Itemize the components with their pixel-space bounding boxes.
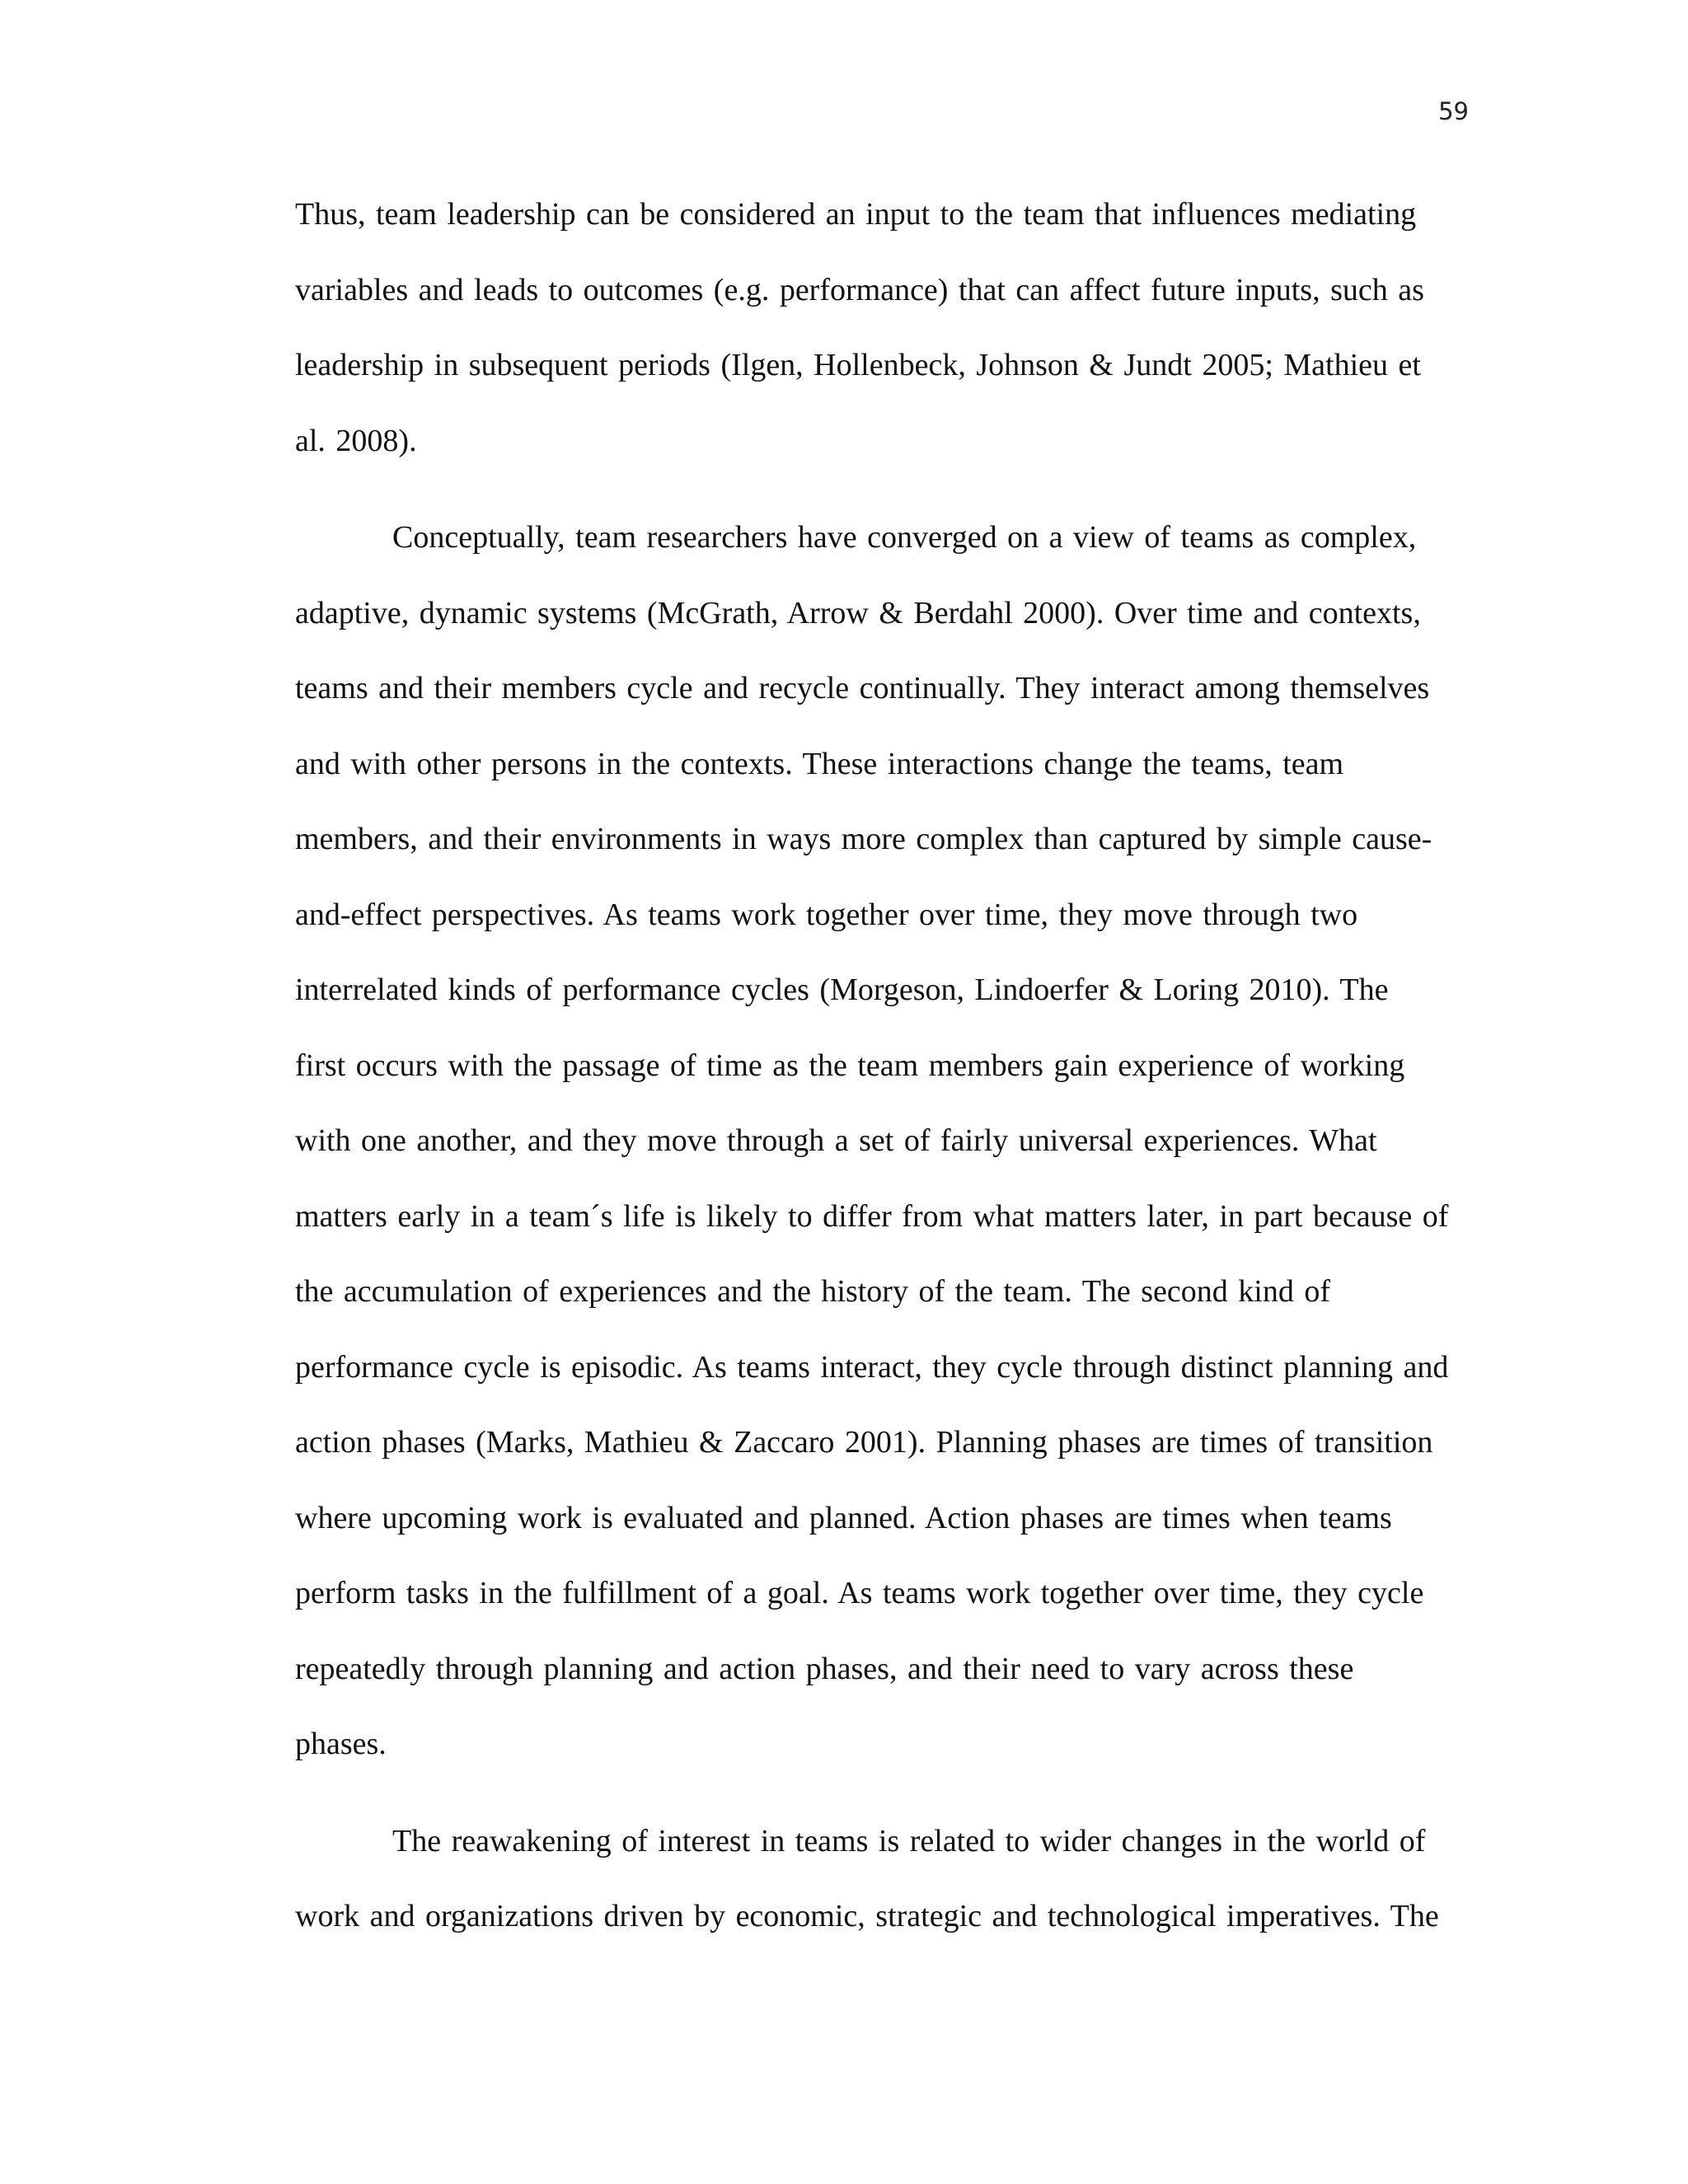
text-line: Conceptually, team researchers have converged on a view of teams as complex, (392, 520, 1417, 555)
text-line: members, and their environments in ways more complex than captured by simple cause- (295, 822, 1432, 856)
text-line: adaptive, dynamic systems (McGrath, Arrow & Berdahl 2000). Over time and contexts, (295, 595, 1421, 630)
text-line: al. 2008). (295, 423, 417, 458)
text-line: leadership in subsequent periods (Ilgen, Hollenbeck, Johnson & Jundt 2005; Mathieu et (295, 348, 1421, 382)
text-line: interrelated kinds of performance cycles (Morgeson, Lindoerfer & Loring 2010). The (295, 972, 1389, 1007)
text-line: action phases (Marks, Mathieu & Zaccaro 2001). Planning phases are times of transition (295, 1425, 1433, 1460)
text-line: variables and leads to outcomes (e.g. performance) that can affect future inputs, such as (295, 272, 1424, 307)
paragraph-3 (295, 1818, 1465, 1969)
text-line: perform tasks in the fulfillment of a goal. As teams work together over time, they cycle (295, 1576, 1424, 1610)
text-line: performance cycle is episodic. As teams interact, they cycle through distinct planning and (295, 1349, 1449, 1385)
text-line: and with other persons in the contexts. These interactions change the teams, team (295, 746, 1344, 781)
text-line: work and organizations driven by economic, strategic and technological imperatives. The (295, 1899, 1439, 1933)
text-line: and-effect perspectives. As teams work together over time, they move through two (295, 897, 1358, 932)
text-line: first occurs with the passage of time as the team members gain experience of working (295, 1047, 1405, 1083)
text-line: the accumulation of experiences and the history of the team. The second kind of (295, 1274, 1331, 1309)
text-line: where upcoming work is evaluated and planned. Action phases are times when teams (295, 1500, 1392, 1535)
text-line: with one another, and they move through a set of fairly universal experiences. What (295, 1123, 1377, 1158)
text-line: Thus, team leadership can be considered an input to the team that influences mediating (295, 197, 1417, 232)
paragraph-1 (295, 191, 1465, 493)
page-number: 59 (1438, 97, 1469, 125)
text-line: phases. (295, 1727, 387, 1761)
text-line: matters early in a team´s life is likely to differ from what matters later, in part because of (295, 1198, 1449, 1234)
body-text (295, 191, 1465, 1969)
text-line: repeatedly through planning and action phases, and their need to vary across these (295, 1651, 1354, 1686)
text-line: The reawakening of interest in teams is related to wider changes in the world of (392, 1823, 1426, 1858)
text-line: teams and their members cycle and recycle continually. They interact among themselves (295, 671, 1430, 705)
paragraph-2 (295, 514, 1465, 1797)
